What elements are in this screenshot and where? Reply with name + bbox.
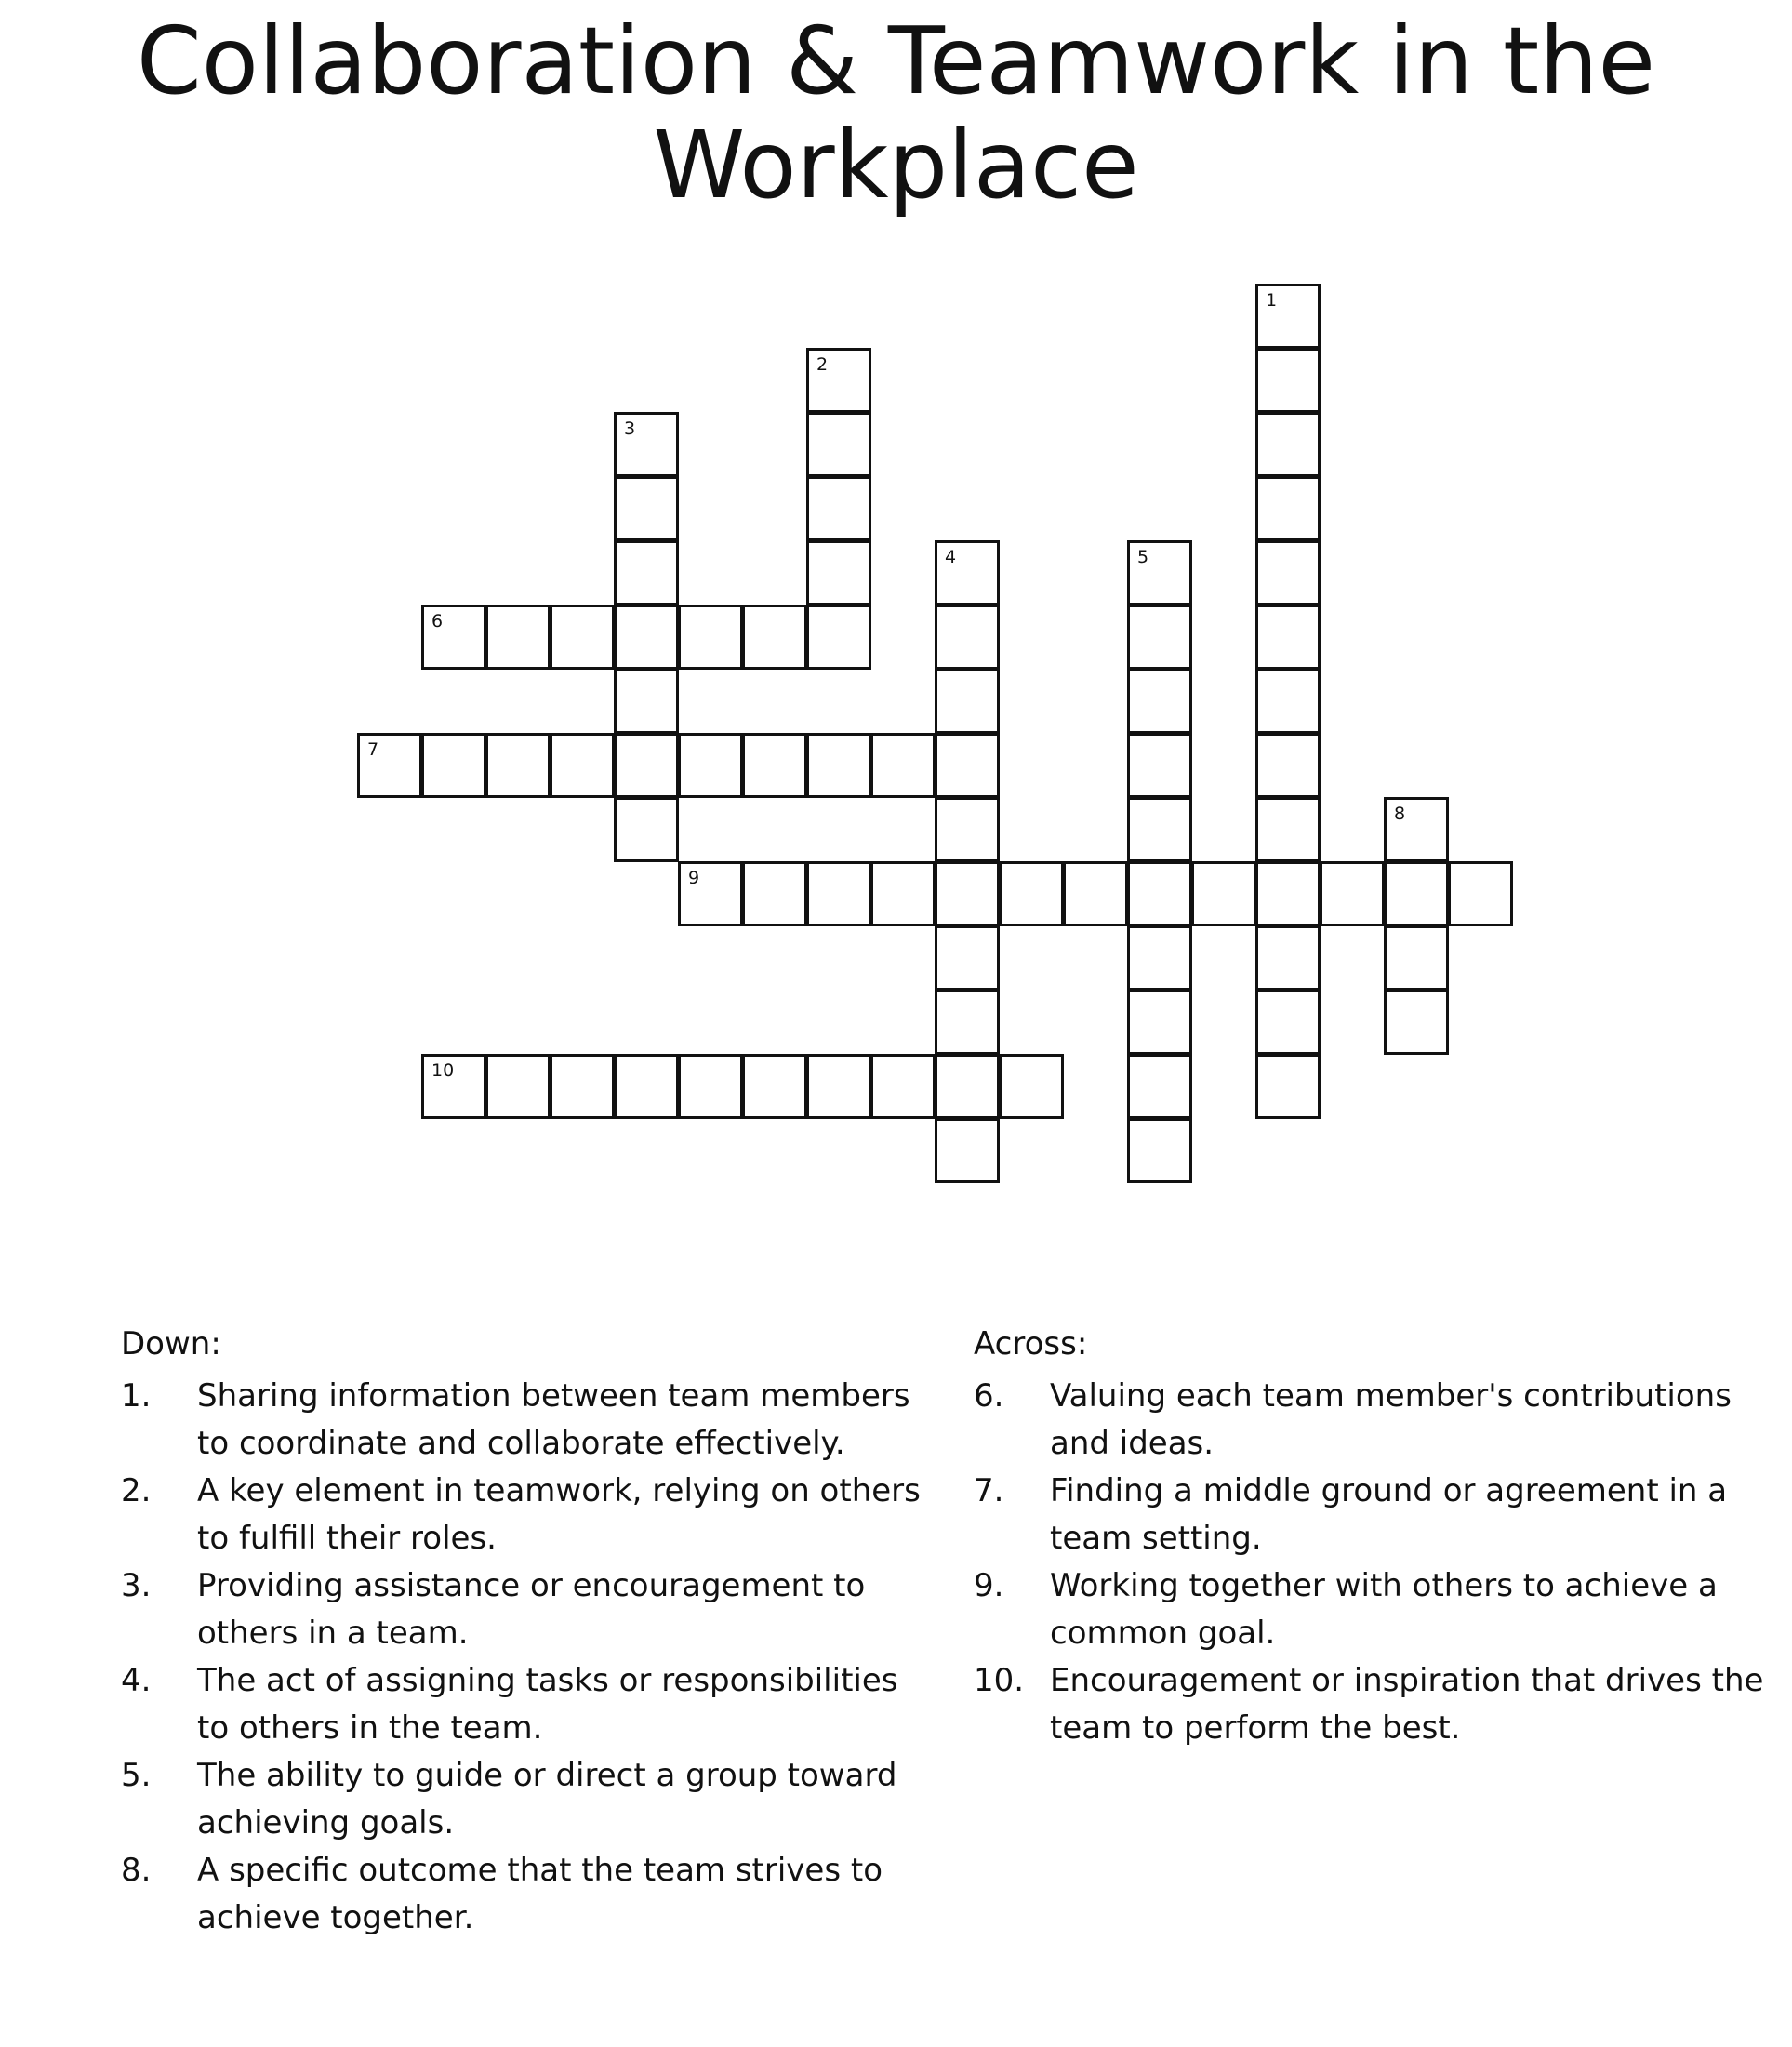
grid-cell[interactable] [935, 733, 1000, 798]
title-line-2: Workplace [653, 111, 1139, 219]
grid-cell[interactable] [421, 1054, 486, 1119]
clue-item-number: 7. [974, 1472, 1004, 1509]
clue-number: 4 [945, 547, 957, 567]
grid-cell[interactable] [806, 412, 871, 477]
grid-cell[interactable] [1255, 605, 1321, 670]
clue-item-text: Sharing information between team members to coordinate and collaborate effectively. [197, 1377, 910, 1462]
clue-item-text: The ability to guide or direct a group toward achieving goals. [197, 1757, 897, 1841]
grid-cell[interactable] [485, 733, 551, 798]
grid-cell[interactable] [1255, 861, 1321, 926]
clue-item-number: 4. [121, 1662, 152, 1699]
grid-cell[interactable] [550, 605, 615, 670]
grid-cell[interactable] [870, 1054, 936, 1119]
grid-cell[interactable] [1255, 476, 1321, 541]
clue-number: 7 [367, 739, 379, 760]
grid-cell[interactable] [614, 476, 679, 541]
clue-item-text: Providing assistance or encouragement to others in a team. [197, 1567, 866, 1652]
clue-item [121, 1847, 930, 1942]
grid-cell[interactable] [1255, 797, 1321, 862]
clue-item-number: 6. [974, 1377, 1004, 1415]
grid-cell[interactable] [1384, 990, 1449, 1055]
clue-item-text: A specific outcome that the team strives to achieve together. [197, 1852, 883, 1936]
grid-cell[interactable] [870, 861, 936, 926]
grid-cell[interactable] [1255, 412, 1321, 477]
grid-cell[interactable] [1127, 797, 1192, 862]
grid-cell[interactable] [1384, 925, 1449, 990]
clue-item [974, 1373, 1764, 1468]
grid-cell[interactable] [1127, 733, 1192, 798]
grid-cell[interactable] [1255, 925, 1321, 990]
clue-number: 8 [1394, 804, 1406, 824]
clue-item [121, 1373, 930, 1468]
grid-cell[interactable] [935, 540, 1000, 605]
grid-cell[interactable] [1255, 1054, 1321, 1119]
grid-cell[interactable] [806, 476, 871, 541]
clue-item [121, 1468, 930, 1562]
grid-cell[interactable] [806, 1054, 871, 1119]
clue-number: 2 [816, 354, 829, 375]
grid-cell[interactable] [1448, 861, 1513, 926]
grid-cell[interactable] [806, 733, 871, 798]
grid-cell[interactable] [935, 1054, 1000, 1119]
clue-item-number: 2. [121, 1472, 152, 1509]
title-line-1: Collaboration & Teamwork in the [136, 7, 1656, 115]
grid-cell[interactable] [614, 540, 679, 605]
grid-cell[interactable] [935, 861, 1000, 926]
grid-cell[interactable] [678, 605, 743, 670]
clue-number: 3 [624, 419, 636, 439]
grid-cell[interactable] [1384, 861, 1449, 926]
down-heading: Down: [121, 1325, 221, 1362]
grid-cell[interactable] [1127, 925, 1192, 990]
grid-cell[interactable] [1255, 348, 1321, 413]
clue-item [121, 1562, 930, 1657]
grid-cell[interactable] [806, 540, 871, 605]
grid-cell[interactable] [1127, 1118, 1192, 1183]
grid-cell[interactable] [1127, 990, 1192, 1055]
grid-cell[interactable] [421, 605, 486, 670]
grid-cell[interactable] [550, 1054, 615, 1119]
grid-cell[interactable] [1384, 797, 1449, 862]
grid-cell[interactable] [1127, 861, 1192, 926]
down-clue-list [121, 1373, 930, 1942]
grid-cell[interactable] [1320, 861, 1385, 926]
grid-cell[interactable] [614, 605, 679, 670]
clue-number: 9 [688, 868, 700, 888]
grid-cell[interactable] [1255, 284, 1321, 349]
grid-cell[interactable] [1127, 669, 1192, 734]
clue-item-number: 5. [121, 1757, 152, 1794]
grid-cell[interactable] [1063, 861, 1128, 926]
grid-cell[interactable] [485, 1054, 551, 1119]
clue-item [974, 1657, 1764, 1752]
across-clue-list [974, 1373, 1764, 1752]
grid-cell[interactable] [678, 733, 743, 798]
clue-number: 5 [1137, 547, 1149, 567]
grid-cell[interactable] [421, 733, 486, 798]
grid-cell[interactable] [1255, 540, 1321, 605]
grid-cell[interactable] [485, 605, 551, 670]
clue-number: 1 [1266, 290, 1278, 311]
grid-cell[interactable] [742, 861, 807, 926]
clue-item [121, 1752, 930, 1847]
grid-cell[interactable] [1191, 861, 1256, 926]
grid-cell[interactable] [1255, 733, 1321, 798]
grid-cell[interactable] [1255, 669, 1321, 734]
clue-item-text: Finding a middle ground or agreement in a team setting. [1050, 1472, 1728, 1557]
grid-cell[interactable] [678, 861, 743, 926]
grid-cell[interactable] [1127, 540, 1192, 605]
clue-item [974, 1562, 1764, 1657]
grid-cell[interactable] [614, 669, 679, 734]
grid-cell[interactable] [1127, 605, 1192, 670]
grid-cell[interactable] [678, 1054, 743, 1119]
grid-cell[interactable] [742, 1054, 807, 1119]
grid-cell[interactable] [550, 733, 615, 798]
clue-item-text: Encouragement or inspiration that drives the team to perform the best. [1050, 1662, 1764, 1747]
grid-cell[interactable] [806, 861, 871, 926]
grid-cell[interactable] [935, 925, 1000, 990]
clue-item-text: The act of assigning tasks or responsibilities to others in the team. [197, 1662, 898, 1747]
grid-cell[interactable] [806, 605, 871, 670]
grid-cell[interactable] [999, 861, 1064, 926]
across-heading: Across: [974, 1325, 1088, 1362]
clue-item-text: A key element in teamwork, relying on others to fulfill their roles. [197, 1472, 921, 1557]
grid-cell[interactable] [742, 733, 807, 798]
clue-item-number: 8. [121, 1852, 152, 1889]
grid-cell[interactable] [357, 733, 422, 798]
clue-number: 6 [431, 611, 444, 631]
clue-item [974, 1468, 1764, 1562]
grid-cell[interactable] [614, 797, 679, 862]
grid-cell[interactable] [935, 669, 1000, 734]
grid-cell[interactable] [935, 605, 1000, 670]
grid-cell[interactable] [742, 605, 807, 670]
grid-cell[interactable] [935, 990, 1000, 1055]
clue-item-number: 9. [974, 1567, 1004, 1604]
grid-cell[interactable] [870, 733, 936, 798]
clue-item-number: 3. [121, 1567, 152, 1604]
grid-cell[interactable] [614, 412, 679, 477]
grid-cell[interactable] [806, 348, 871, 413]
clue-item-text: Valuing each team member's contributions and ideas. [1050, 1377, 1732, 1462]
grid-cell[interactable] [999, 1054, 1064, 1119]
clue-item-text: Working together with others to achieve a common goal. [1050, 1567, 1718, 1652]
grid-cell[interactable] [935, 797, 1000, 862]
clue-item-number: 1. [121, 1377, 152, 1415]
grid-cell[interactable] [1255, 990, 1321, 1055]
grid-cell[interactable] [614, 1054, 679, 1119]
grid-cell[interactable] [614, 733, 679, 798]
grid-cell[interactable] [935, 1118, 1000, 1183]
clue-number: 10 [431, 1060, 455, 1081]
clue-item-number: 10. [974, 1662, 1025, 1699]
clue-item [121, 1657, 930, 1752]
grid-cell[interactable] [1127, 1054, 1192, 1119]
